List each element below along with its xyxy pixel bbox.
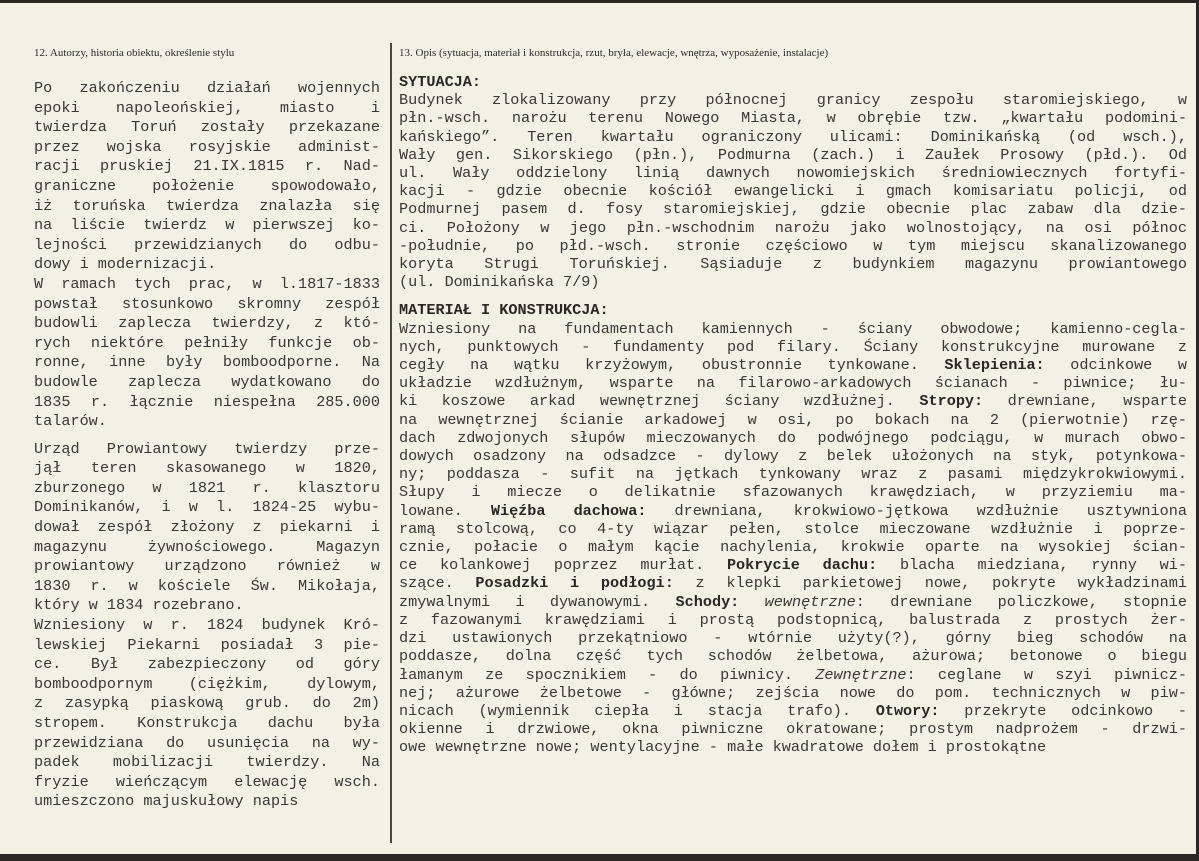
text-segment: cznie, połacie o małym kącie nachylenia, krokwie oparte na wysokiej ścian- <box>399 538 1187 557</box>
description-column <box>399 73 1187 757</box>
text-line: Budynek zlokalizowany przy północnej granicy zespołu staromiejskiego, w <box>399 91 1187 110</box>
text-segment: ny; poddasza - sufit na jętkach tynkowany wraz z pasami międzykrokwiowymi. <box>399 465 1187 484</box>
text-line <box>399 356 1187 374</box>
inline-subheading: Sklepienia: <box>944 356 1045 375</box>
text-line <box>399 647 1187 665</box>
text-segment: poddasze, dolna część tych schodów żelbetowa, ażurowa; betonowe o biegu <box>399 647 1187 666</box>
text-line: (ul. Dominikańska 7/9) <box>399 273 600 292</box>
text-segment: ki koszowe arkad wewnętrznej ściany wzdłużnej. <box>399 392 920 411</box>
text-line: talarów. <box>34 412 107 431</box>
text-segment: : ceglane w szyi piwnicz- <box>906 665 1187 684</box>
text-line: racji pruskiej 21.IX.1815 r. Nad- <box>34 157 380 176</box>
text-segment: drewniana, krokwiowo-jętkowa wzdłużnie usztywniona <box>646 501 1187 520</box>
text-line: zburzonego w 1821 r. klasztoru <box>34 478 380 497</box>
text-line: rych niektóre pełniły funkcje ob- <box>34 333 380 352</box>
text-segment: z klepki parkietowej nowe, pokryte wykładzinami <box>673 574 1187 593</box>
text-segment: ce kolankowej poprzez murłat. <box>399 556 727 575</box>
text-segment: na wewnętrznej ścianie arkadowej w osi, po bokach na 2 (pierwotnie) rzę- <box>399 410 1187 429</box>
text-segment: łamanym ze spocznikiem - do piwnicy. <box>399 665 816 684</box>
text-line: fryzie wieńczącym elewację wsch. <box>34 772 380 791</box>
text-line: koryta Strugi Toruńskiej. Sąsiaduje z budynkiem magazynu prowiantowego <box>399 255 1187 274</box>
text-segment: odcinkowe w <box>1044 356 1187 375</box>
text-line <box>399 465 1187 483</box>
text-segment: dach zdwojonych słupów mieczowanych do podwójnego podciągu, w murach obwo- <box>399 428 1187 447</box>
text-line: umieszczono majuskułowy napis <box>34 792 299 811</box>
text-segment: nej; ażurowe żelbetowe - główne; zejścia nowe do pom. technicznych w piw- <box>399 683 1187 702</box>
text-segment: Słupy i miecze o delikatnie sfazowanych krawędziach, w przyziemiu ma- <box>399 483 1187 502</box>
inline-subheading: Posadzki i podłogi: <box>475 574 674 593</box>
inline-subheading: Więźba dachowa: <box>490 501 647 520</box>
text-line: epoki napoleońskiej, miasto i <box>34 98 380 117</box>
inline-subheading: Schody: <box>675 592 740 611</box>
text-line: przez wojska rosyjskie administ- <box>34 137 380 156</box>
text-line <box>399 338 1187 356</box>
text-segment: cegły na wątku krzyżowym, obustronnie tynkowane. <box>399 356 945 375</box>
right-column-label: 13. Opis (sytuacja, materiał i konstrukcja, rzut, bryła, elewacje, wnętrza, wyposażenie, instalacje) <box>399 47 829 59</box>
text-line: dował zespół złożony z piekarni i <box>34 518 380 537</box>
text-line: Podmurnej pasem d. fosy staromiejskiej, gdzie obecnie plac zabaw dla dzie- <box>399 200 1187 219</box>
text-line: ce. Był zabezpieczony od góry <box>34 655 380 674</box>
text-segment: okienne i drzwiowe, okna piwniczne okratowane; prostym nadprożem - drzwi- <box>399 720 1187 739</box>
text-line: płn.-wsch. narożu terenu Nowego Miasta, w obrębie tzw. „kwartału podomini- <box>399 109 1187 128</box>
text-segment: dowych osadzony na odsadzce - dylowy z belek ułożonych na styk, potynkowa- <box>399 447 1187 466</box>
text-line: na liście twierdz w pierwszej ko- <box>34 216 380 235</box>
text-line <box>399 483 1187 501</box>
text-line: Dominikanów, i w l. 1824-25 wybu- <box>34 498 380 517</box>
text-segment: szące. <box>399 574 476 593</box>
text-line: z zasypką piaskową grub. do 2m) <box>34 694 380 713</box>
text-segment: ramą stolcową, co 4-ty wiązar pełen, stolce mieczowane wzdłużnie i poprze- <box>399 519 1187 538</box>
text-line <box>399 629 1187 647</box>
text-line: lejności przewidzianych do odbu- <box>34 235 380 254</box>
text-line: kacji - gdzie obecnie kościół ewangelicki i gmach komisariatu policji, od <box>399 182 1187 201</box>
text-line: Wały gen. Sikorskiego (płn.), Podmurna (zach.) i Zaułek Prosowy (płd.). Od <box>399 145 1187 164</box>
text-segment: : drewniane policzkowe, stopnie <box>855 592 1187 611</box>
text-line: graniczne położenie spowodowało, <box>34 176 380 195</box>
text-line: Po zakończeniu działań wojennych <box>34 79 380 97</box>
text-segment: blacha miedziana, rynny wi- <box>877 556 1187 575</box>
text-line: budowli zaplecza twierdzy, z któ- <box>34 314 380 333</box>
text-line <box>399 502 1187 520</box>
text-line: iż toruńska twierdza znalazła się <box>34 196 380 215</box>
text-line: powstał stosunkowo skromny zespół <box>34 294 380 313</box>
text-line: Urząd Prowiantowy twierdzy prze- <box>34 439 380 458</box>
text-segment: lowane. <box>399 501 491 520</box>
text-line <box>399 447 1187 465</box>
inline-emphasis: wewnętrzne <box>764 592 856 611</box>
section-heading: MATERIAŁ I KONSTRUKCJA: <box>399 301 609 320</box>
text-line <box>399 738 1187 756</box>
text-segment: układzie wzdłużnym, wsparte na filarowo-arkadowych ścianach - piwnice; łu- <box>399 374 1187 393</box>
section-heading: SYTUACJA: <box>399 73 482 91</box>
text-line: budowle zaplecza wydatkowano do <box>34 372 380 391</box>
text-line: Wzniesiony w r. 1824 budynek Kró- <box>34 616 380 635</box>
text-line: stropem. Konstrukcja dachu była <box>34 714 380 732</box>
text-segment <box>739 593 764 611</box>
text-line <box>399 684 1187 702</box>
text-line <box>399 720 1187 738</box>
text-line: przewidziana do usunięcia na wy- <box>34 733 380 752</box>
text-line: kańskiego”. Teren kwartału ograniczony ulicami: Dominikańską (od wsch.), <box>399 127 1187 146</box>
column-divider <box>390 43 392 843</box>
text-line <box>399 666 1187 684</box>
text-line: ci. Położony w jego płn.-wschodnim narożu jako wolnostojący, na osi północ <box>399 218 1187 237</box>
text-line <box>399 556 1187 574</box>
inline-emphasis: Zewnętrzne <box>815 665 907 684</box>
text-segment: nych, punktowych - fundamenty pod filary. Ściany konstrukcyjne murowane z <box>399 337 1187 356</box>
text-line: twierdza Toruń zostały przekazane <box>34 118 380 137</box>
text-line: dowy i modernizacji. <box>34 255 217 274</box>
text-line: który w 1834 rozebrano. <box>34 596 244 615</box>
text-segment: dzi ustawionych przekątniowo - wtórnie użyty(?), górny bieg schodów na <box>399 629 1187 648</box>
text-line: lewskiej Piekarni posiadał 3 pie- <box>34 635 380 654</box>
text-segment: zmywalnymi i dywanowymi. <box>399 592 676 611</box>
inline-subheading: Stropy: <box>919 392 984 411</box>
text-line: prowiantowy urządzono również w <box>34 557 380 576</box>
text-segment: przekryte odcinkowo - <box>939 701 1187 720</box>
text-line <box>399 392 1187 410</box>
inline-subheading: Pokrycie dachu: <box>726 556 878 575</box>
text-line <box>399 611 1187 629</box>
text-line <box>399 538 1187 556</box>
text-segment: nicach (wymiennik ciepła i stacja trafo). <box>399 701 876 720</box>
history-column <box>34 79 380 812</box>
text-line <box>399 520 1187 538</box>
text-line: magazynu żywnościowego. Magazyn <box>34 537 380 556</box>
inline-subheading: Otwory: <box>875 701 940 720</box>
text-line <box>399 320 1187 338</box>
text-line: jął teren skasowanego w 1820, <box>34 459 380 478</box>
text-line: ronne, inne były bomboodporne. Na <box>34 353 380 372</box>
text-line <box>399 374 1187 392</box>
section-gap <box>399 291 1187 301</box>
text-line: ul. Wały oddzielony linią dawnych nowomiejskich średniowiecznych fortyfi- <box>399 164 1187 183</box>
text-segment: Wzniesiony na fundamentach kamiennych - ściany obwodowe; kamienno-cegla- <box>399 319 1187 338</box>
text-line: -południe, po płd.-wsch. stronie częściowo w tym miejscu skanalizowanego <box>399 236 1187 255</box>
text-segment: owe wewnętrzne nowe; wentylacyjne - małe kwadratowe dołem i prostokątne <box>399 738 1047 757</box>
text-line: 1830 r. w kościele Św. Mikołaja, <box>34 576 380 595</box>
paragraph-gap <box>34 432 380 440</box>
text-line <box>399 411 1187 429</box>
text-segment: z fazowanymi krawędziami i prostą podstopnicą, balustrada z prostych żer- <box>399 610 1187 629</box>
text-line: 1835 r. łącznie niespełna 285.000 <box>34 392 380 411</box>
text-line <box>399 593 1187 611</box>
text-line <box>399 702 1187 720</box>
left-column-label: 12. Autorzy, historia obiektu, określenie stylu <box>34 47 235 59</box>
text-line: W ramach tych prac, w l.1817-1833 <box>34 274 380 293</box>
text-line <box>399 429 1187 447</box>
text-line <box>399 574 1187 592</box>
text-line: bomboodpornym (ciężkim, dylowym, <box>34 674 380 693</box>
document-page <box>0 3 1196 854</box>
text-segment: drewniane, wsparte <box>983 392 1188 411</box>
text-line: padek mobilizacji twierdzy. Na <box>34 753 380 772</box>
